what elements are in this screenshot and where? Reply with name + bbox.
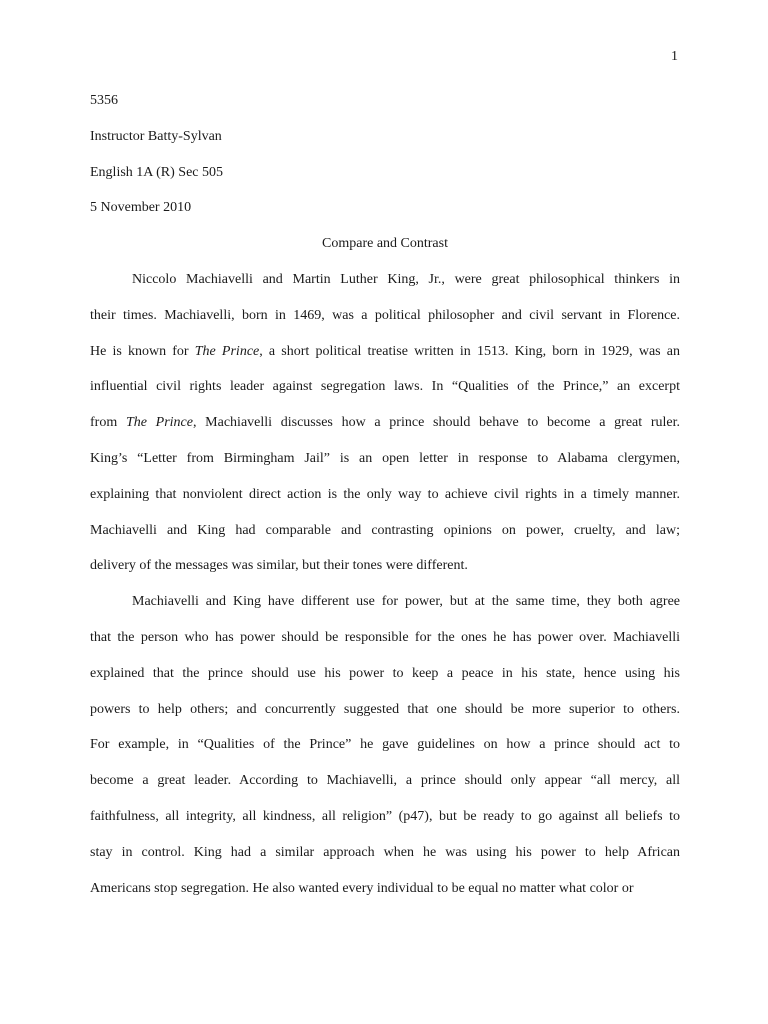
text-run: He is known for <box>90 343 195 359</box>
text-run: delivery of the messages was similar, but their tones were different. <box>90 558 468 574</box>
paragraph-line <box>90 771 680 807</box>
paragraph-line <box>90 807 680 843</box>
paragraph-line <box>90 521 680 557</box>
paragraph-line <box>90 700 680 736</box>
paragraph-line <box>90 306 680 342</box>
text-run: from <box>90 415 126 431</box>
essay-paragraphs <box>90 270 680 914</box>
text-run: Machiavelli and King had comparable and contrasting opinions on power, cruelty, and law; <box>90 522 680 538</box>
essay-body <box>90 91 680 914</box>
student-id: 5356 <box>90 93 118 108</box>
paragraph-line <box>90 377 680 413</box>
paragraph-line <box>90 592 680 628</box>
instructor-name: Instructor Batty-Sylvan <box>90 128 222 144</box>
paragraph-line <box>90 449 680 485</box>
text-run: powers to help others; and concurrently suggested that one should be more superior to others. <box>90 701 680 717</box>
text-run: , Machiavelli discusses how a prince should behave to become a great ruler. <box>192 415 680 431</box>
course-name: English 1A (R) Sec 505 <box>90 164 223 180</box>
italic-title: The Prince <box>125 415 193 431</box>
page-number: 1 <box>671 49 678 64</box>
text-run: stay in control. King had a similar approach when he was using his power to help African <box>90 844 680 860</box>
text-run: Americans stop segregation. He also wanted every individual to be equal no matter what color or <box>90 880 634 896</box>
text-run: explaining that nonviolent direct action is the only way to achieve civil rights in a timely manner. <box>90 486 680 502</box>
paragraph-line <box>90 843 680 879</box>
italic-title: The Prince <box>194 343 260 359</box>
paragraph-line <box>90 556 680 592</box>
paragraph <box>90 270 680 592</box>
paragraph-line <box>90 879 680 915</box>
paragraph-line <box>90 413 680 449</box>
paragraph-line <box>90 735 680 771</box>
text-run: influential civil rights leader against segregation laws. In “Qualities of the Prince,” an excerpt <box>90 379 680 395</box>
text-run: their times. Machiavelli, born in 1469, was a political philosopher and civil servant in Florence. <box>90 307 680 323</box>
paragraph-line <box>90 628 680 664</box>
essay-date: 5 November 2010 <box>90 200 192 216</box>
text-run: For example, in “Qualities of the Prince” he gave guidelines on how a prince should act to <box>90 737 680 753</box>
essay-title: Compare and Contrast <box>322 236 448 252</box>
text-run: King’s “Letter from Birmingham Jail” is an open letter in response to Alabama clergymen, <box>90 450 680 466</box>
text-run: explained that the prince should use his power to keep a peace in his state, hence using his <box>90 665 680 681</box>
text-run: , a short political treatise written in 1513. King, born in 1929, was an <box>259 343 680 359</box>
text-run: that the person who has power should be responsible for the ones he has power over. Machiavelli <box>90 629 680 645</box>
text-run: Niccolo Machiavelli and Martin Luther King, Jr., were great philosophical thinkers in <box>132 271 680 287</box>
text-run: Machiavelli and King have different use for power, but at the same time, they both agree <box>132 594 680 610</box>
text-run: faithfulness, all integrity, all kindness, all religion” (p47), but be ready to go against all beliefs to <box>90 808 680 824</box>
paragraph-line <box>90 270 680 306</box>
paragraph <box>90 592 680 914</box>
paragraph-line <box>90 342 680 378</box>
paragraph-line <box>90 485 680 521</box>
paragraph-line <box>90 664 680 700</box>
text-run: become a great leader. According to Machiavelli, a prince should only appear “all mercy, all <box>90 773 680 789</box>
